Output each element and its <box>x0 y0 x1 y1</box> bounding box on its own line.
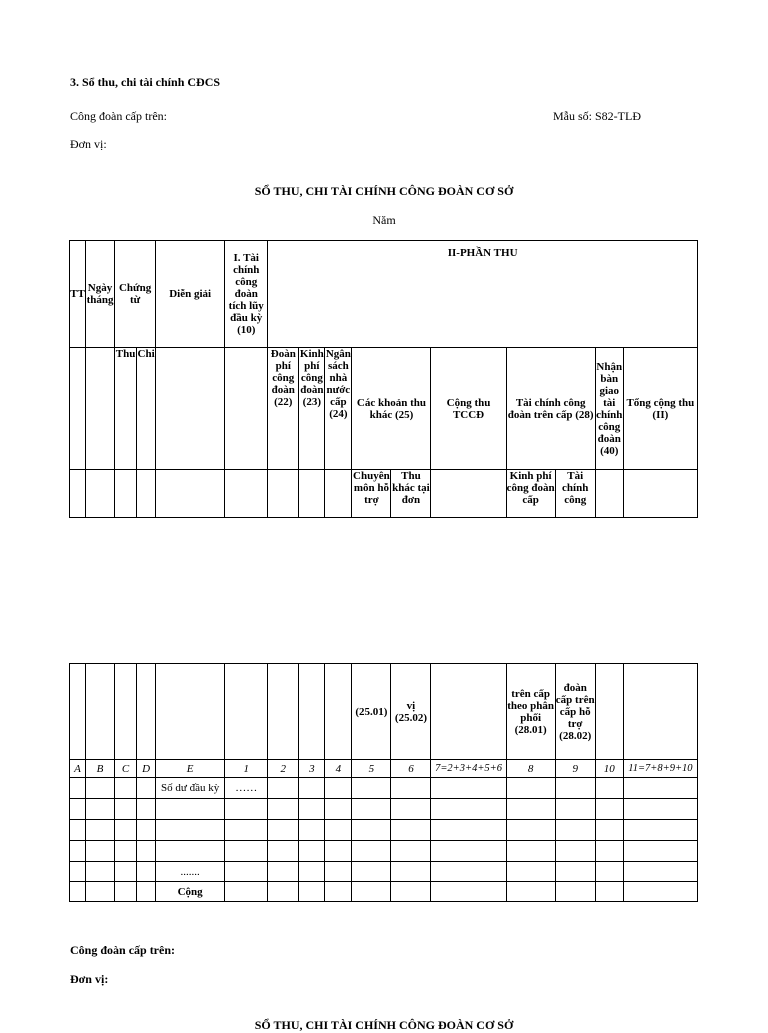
header-state-budget: Ngân sách nhà nước cấp (24) <box>325 348 352 470</box>
footer-upper-union-label: Công đoàn cấp trên: <box>70 943 176 957</box>
opening-balance-value: …… <box>225 778 268 799</box>
col-code: 10 <box>595 760 623 778</box>
table-row <box>70 820 698 841</box>
header-union-fee: Kinh phí công đoàn (23) <box>299 348 325 470</box>
page-title: SỔ THU, CHI TÀI CHÍNH CÔNG ĐOÀN CƠ SỞ <box>254 184 514 198</box>
sub-other-at-unit-code: vị (25.02) <box>391 664 431 760</box>
header-chi: Chi <box>137 348 156 470</box>
header-income: II-PHẦN THU <box>268 241 698 348</box>
sub-upper-fee-code: trên cấp theo phân phối (28.01) <box>506 664 555 760</box>
col-code: 6 <box>391 760 431 778</box>
header-date: Ngày tháng <box>86 241 115 348</box>
col-code: E <box>156 760 225 778</box>
form-code: Mẫu số: S82-TLĐ <box>553 109 641 123</box>
upper-union-label: Công đoàn cấp trên: <box>70 109 167 123</box>
total-label: Cộng <box>156 882 225 902</box>
ledger-table-header <box>69 240 698 518</box>
col-code: 9 <box>555 760 595 778</box>
header-description: Diễn giải <box>156 241 225 348</box>
col-code: 7=2+3+4+5+6 <box>431 760 506 778</box>
sub-upper-fee: Kinh phí công đoàn cấp <box>506 470 555 518</box>
col-code: A <box>70 760 86 778</box>
header-accumulated: I. Tài chính công đoàn tích lũy đầu kỳ (10) <box>225 241 268 348</box>
sub-upper-finance-code: đoàn cấp trên cấp hỗ trợ (28.02) <box>555 664 595 760</box>
header-voucher: Chứng từ <box>115 241 156 348</box>
header-thu: Thu <box>115 348 137 470</box>
table-row <box>70 799 698 820</box>
footer-title-repeat: SỔ THU, CHI TÀI CHÍNH CÔNG ĐOÀN CƠ SỞ <box>254 1018 514 1032</box>
col-code: 11=7+8+9+10 <box>623 760 697 778</box>
col-code: B <box>86 760 115 778</box>
section-heading: 3. Sổ thu, chi tài chính CĐCS <box>70 75 221 89</box>
header-other-income: Các khoản thu khác (25) <box>352 348 431 470</box>
year-label: Năm <box>372 213 396 227</box>
col-code: 4 <box>325 760 352 778</box>
unit-label: Đơn vị: <box>70 137 107 151</box>
col-code: 1 <box>225 760 268 778</box>
sub-professional-support-code: (25.01) <box>352 664 391 760</box>
sub-professional-support: Chuyên môn hỗ trợ <box>352 470 391 518</box>
header-total-tccd: Cộng thu TCCĐ <box>431 348 506 470</box>
opening-balance-label: Số dư đầu kỳ <box>156 778 225 799</box>
col-code: C <box>115 760 137 778</box>
footer-unit-label: Đơn vị: <box>70 972 109 986</box>
header-tt: TT <box>70 241 86 348</box>
table-row <box>70 778 698 799</box>
header-handover: Nhận bàn giao tài chính công đoàn (40) <box>595 348 623 470</box>
header-total-income: Tổng cộng thu (II) <box>623 348 697 470</box>
ledger-table-body <box>69 663 698 902</box>
col-code: 8 <box>506 760 555 778</box>
table-row <box>70 862 698 882</box>
col-code: 5 <box>352 760 391 778</box>
sub-other-at-unit: Thu khác tại đơn <box>391 470 431 518</box>
header-union-dues: Đoàn phí công đoàn (22) <box>268 348 299 470</box>
table-row <box>70 882 698 902</box>
col-code: 3 <box>299 760 325 778</box>
table-row <box>70 841 698 862</box>
header-upper-finance: Tài chính công đoàn trên cấp (28) <box>506 348 595 470</box>
col-code: 2 <box>268 760 299 778</box>
col-code: D <box>137 760 156 778</box>
sub-upper-finance: Tài chính công <box>555 470 595 518</box>
row-ellipsis: ....... <box>156 862 225 882</box>
